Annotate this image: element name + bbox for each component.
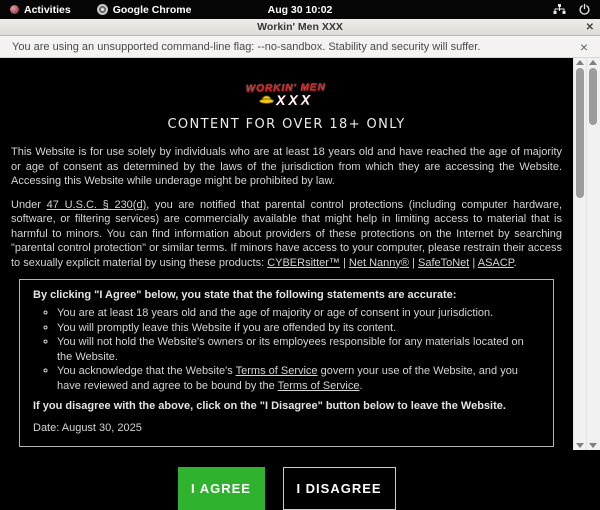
- age-gate-page: [0, 58, 573, 496]
- browser-content: [0, 58, 600, 496]
- age-gate-buttons: [11, 467, 562, 510]
- window-scrollbar[interactable]: [586, 58, 599, 450]
- inner-scrollbar-thumb[interactable]: [576, 68, 584, 198]
- agreement-item: ◦ You will not hold the Website's owners or its employees responsible for any materials located on the Website.: [57, 335, 540, 364]
- agreement-item: ◦ You are at least 18 years old and the age of majority or age of consent in your jurisdiction.: [57, 306, 540, 321]
- agreement-box: [19, 279, 554, 447]
- hard-hat-icon: [259, 91, 274, 109]
- logo-wordmark: WORKIN' MEN: [246, 82, 327, 95]
- tos-text-pre: You acknowledge that the Website's: [57, 365, 236, 377]
- netnanny-link[interactable]: Net Nanny®: [348, 256, 409, 269]
- product-separator: |: [469, 256, 478, 269]
- tos-text-mid: govern your use of the Website, and you have reviewed and agree to be bound by the: [57, 365, 518, 392]
- agreement-lead: By clicking "I Agree" below, you state that the following statements are accurate:: [33, 289, 457, 301]
- legal-text-pre: Under: [11, 198, 47, 211]
- scroll-up-icon[interactable]: [576, 60, 584, 65]
- legal-text-end: .: [513, 256, 517, 269]
- inner-scrollbar[interactable]: [573, 58, 586, 450]
- window-titlebar: [0, 19, 600, 36]
- disagree-note: If you disagree with the above, click on the "I Disagree" button below to leave the Website.: [33, 400, 506, 412]
- scrollbar-zone: [573, 58, 600, 450]
- scroll-down-icon[interactable]: [576, 443, 584, 448]
- window-close-button[interactable]: ✕: [585, 22, 594, 33]
- product-separator: |: [339, 256, 349, 269]
- activities-label: Activities: [24, 3, 71, 16]
- network-icon[interactable]: [553, 4, 566, 15]
- asacp-link[interactable]: ASACP: [477, 256, 514, 269]
- window-scrollbar-thumb[interactable]: [589, 68, 597, 125]
- tos-text-end: .: [359, 379, 363, 392]
- i-agree-button[interactable]: I AGREE: [178, 467, 265, 510]
- infobar-message: You are using an unsupported command-line flag: --no-sandbox. Stability and security will suffer.: [12, 40, 481, 53]
- terms-of-service-link[interactable]: Terms of Service: [235, 365, 318, 377]
- window-title: Workin' Men XXX: [257, 21, 343, 33]
- power-icon[interactable]: [579, 4, 590, 15]
- scroll-down-icon[interactable]: [589, 443, 597, 448]
- agreement-item-tos: [57, 364, 540, 393]
- gnome-top-bar: [0, 0, 600, 19]
- legal-text-body: , you are notified that parental control protections (including computer hardware, software, or filtering services) are commercially available that might help in limiting access to material that is harmful to minors. You can find information about providers of these protections on the Internet by searching "parental control protection" or similar terms. If minors have access to your computer, please restrain their access to sexually explicit material by using these products:: [11, 198, 562, 269]
- clock[interactable]: Aug 30 10:02: [267, 3, 333, 16]
- terms-of-service-link[interactable]: Terms of Service: [277, 379, 360, 392]
- page-title: CONTENT FOR OVER 18+ ONLY: [167, 117, 406, 132]
- legal-paragraph: [11, 198, 562, 271]
- agreement-item: ◦ You will promptly leave this Website if you are offended by its content.: [57, 321, 540, 336]
- agreement-list: [33, 306, 540, 393]
- statute-link[interactable]: 47 U.S.C. § 230(d): [46, 198, 147, 211]
- product-separator: |: [409, 256, 418, 269]
- logo-xxx: XXX: [276, 91, 314, 109]
- scroll-up-icon[interactable]: [589, 60, 597, 65]
- app-menu-label: Google Chrome: [112, 3, 192, 16]
- intro-paragraph: This Website is for use solely by individuals who are at least 18 years old and have reached the age of majority or age of consent as determined by the laws of the jurisdiction from which they are accessing the Website. Accessing this Website while underage might be prohibited by law.: [11, 146, 562, 187]
- safetonet-link[interactable]: SafeToNet: [417, 256, 470, 269]
- site-logo: [11, 83, 562, 109]
- date-line: Date: August 30, 2025: [33, 422, 142, 434]
- infobar-close-icon[interactable]: ×: [579, 38, 588, 55]
- i-disagree-button[interactable]: I DISAGREE: [283, 467, 396, 510]
- cybersitter-link[interactable]: CYBERsitter™: [267, 256, 340, 269]
- chrome-infobar: [0, 36, 600, 58]
